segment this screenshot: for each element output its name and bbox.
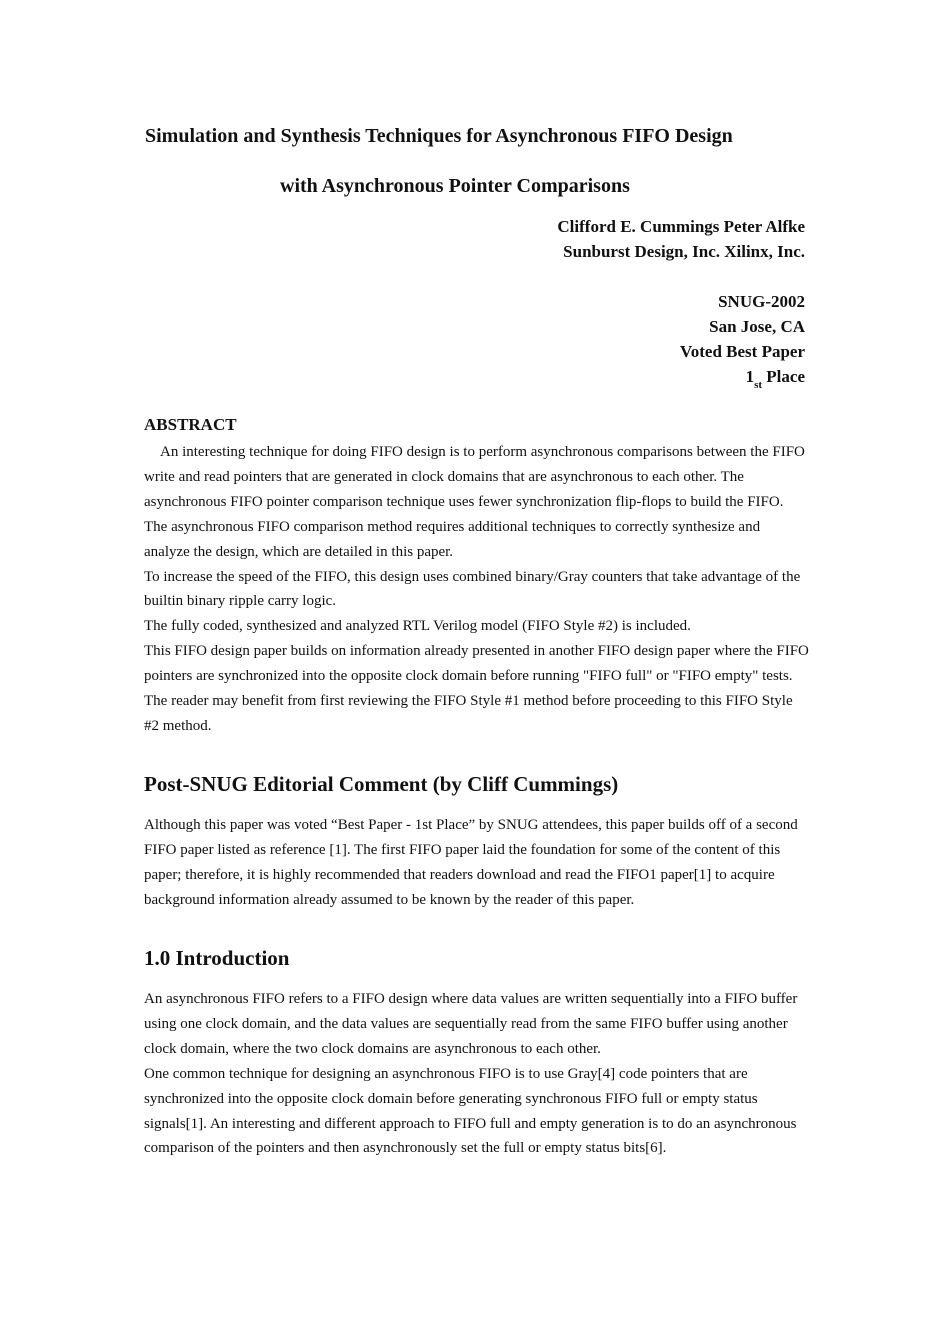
paper-title-line-2: with Asynchronous Pointer Comparisons <box>280 175 630 197</box>
editorial-heading: Post-SNUG Editorial Comment (by Cliff Cummings) <box>144 772 619 796</box>
editorial-body <box>144 813 809 913</box>
abstract-paragraph: This FIFO design paper builds on information already presented in another FIFO design paper where the FIFO pointers are synchronized into the opposite clock domain before running "FIFO full" or "FIFO empty" tests. The reader may benefit from first reviewing the FIFO Style #1 method before proceeding to this FIFO Style #2 method. <box>144 643 809 734</box>
author-names: Clifford E. Cummings Peter Alfke <box>557 217 805 236</box>
abstract-paragraph: The fully coded, synthesized and analyzed RTL Verilog model (FIFO Style #2) is included. <box>144 618 691 635</box>
award-label: Voted Best Paper <box>680 342 805 361</box>
author-block <box>557 214 805 264</box>
abstract-paragraph: An interesting technique for doing FIFO design is to perform asynchronous comparisons between the FIFO write and read pointers that are generated in clock domains that are asynchronous to each other. The asynchronous FIFO pointer comparison technique uses fewer synchronization flip-flops to build the FIFO. The asynchronous FIFO comparison method requires additional techniques to correctly synthesize and analyze the design, which are detailed in this paper. <box>144 444 805 560</box>
introduction-body <box>144 987 809 1161</box>
abstract-body <box>144 440 809 739</box>
conference-location: San Jose, CA <box>709 317 805 336</box>
place-suffix: st <box>754 379 763 391</box>
venue-block <box>680 289 805 389</box>
author-affiliations: Sunburst Design, Inc. Xilinx, Inc. <box>563 242 805 261</box>
introduction-heading: 1.0 Introduction <box>144 946 290 970</box>
abstract-paragraph: To increase the speed of the FIFO, this design uses combined binary/Gray counters that take advantage of the builtin binary ripple carry logic. <box>144 568 801 610</box>
editorial-paragraph: Although this paper was voted “Best Paper - 1st Place” by SNUG attendees, this paper builds off of a second FIFO paper listed as reference [1]. The first FIFO paper laid the foundation for some of the content of this paper; therefore, it is highly recommended that readers download and read the FIFO1 paper[1] to acquire background information already assumed to be known by the reader of this paper. <box>144 817 798 908</box>
place-number: 1 <box>745 367 755 386</box>
introduction-paragraph: An asynchronous FIFO refers to a FIFO design where data values are written sequentially into a FIFO buffer using one clock domain, and the data values are sequentially read from the same FIFO buffer using another clock domain, where the two clock domains are asynchronous to each other. <box>144 991 798 1057</box>
award-place <box>680 364 805 389</box>
conference-name: SNUG-2002 <box>718 292 805 311</box>
abstract-heading: ABSTRACT <box>144 415 237 434</box>
paper-title-line-1: Simulation and Synthesis Techniques for Asynchronous FIFO Design <box>145 125 733 147</box>
place-word: Place <box>766 367 805 386</box>
introduction-paragraph: One common technique for designing an asynchronous FIFO is to use Gray[4] code pointers that are synchronized into the opposite clock domain before generating synchronous FIFO full or empty status signals[1]. An interesting and different approach to FIFO full and empty generation is to do an asynchronous comparison of the pointers and then asynchronously set the full or empty status bits[6]. <box>144 1065 797 1157</box>
